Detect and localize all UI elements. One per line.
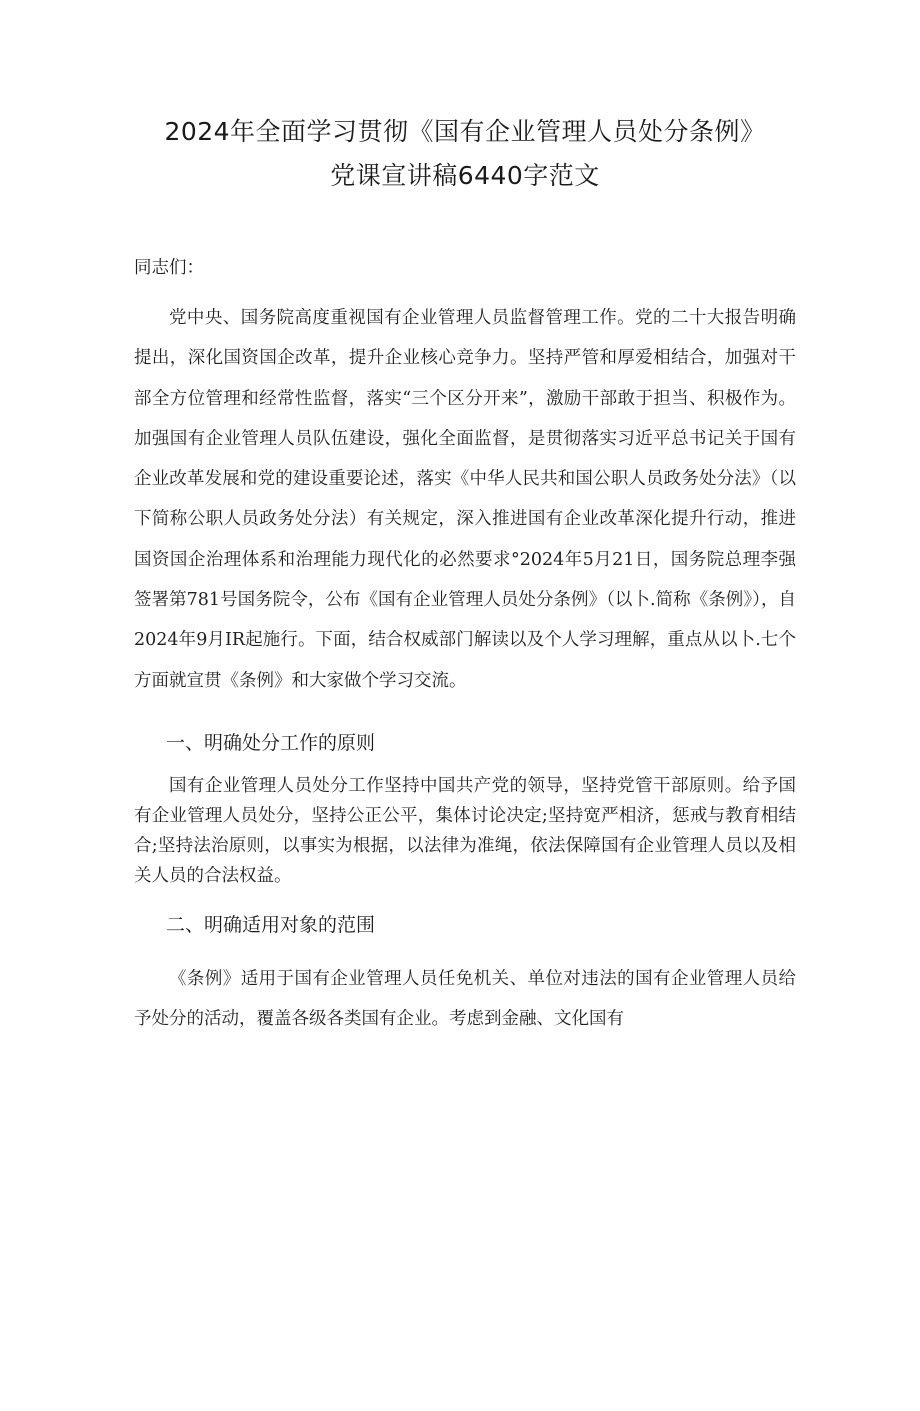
salutation: 同志们： — [134, 258, 204, 278]
section-2-heading: 二、明确适用对象的范围 — [166, 913, 376, 936]
intro-paragraph: 党中央、国务院高度重视国有企业管理人员监督管理工作。党的二十大报告明确提出，深化国资国企改革，提升企业核心竞争力。坚持严管和厚爱相结合，加强对干部全方位管理和经常性监督，落实“三个区分开来”，激励干部敢于担当、积极作为。加强国有企业管理人员队伍建设，强化全面监督，是贯彻落实习近平总书记关于国有企业改革发展和党的建设重要论述，落实《中华人民共和国公职人员政务处分法》（以下简称公职人员政务处分法）有关规定，深入推进国有企业改革深化提升行动，推进国资国企治理体系和治理能力现代化的必然要求°2024年5月21日，国务院总理李强签署第781号国务院令，公布《国有企业管理人员处分条例》（以卜.简称《条例》），自2024年9月IR起施行。下面，结合权威部门解读以及个人学习理解，重点从以卜.七个方面就宣贯《条例》和大家做个学习交流。 — [134, 308, 796, 691]
section-1-heading: 一、明确处分工作的原则 — [166, 731, 376, 754]
document-page — [0, 110, 920, 1411]
section-2-paragraph: 《条例》适用于国有企业管理人员任免机关、单位对违法的国有企业管理人员给予处分的活动，覆盖各级各类国有企业。考虑到金融、文化国有 — [134, 968, 796, 1029]
section-1-paragraph: 国有企业管理人员处分工作坚持中国共产党的领导，坚持党管干部原则。给予国有企业管理人员处分，坚持公正公平，集体讨论决定;坚持宽严相济，惩戒与教育相结合;坚持法治原则，以事实为根据，以法律为准绳，依法保障国有企业管理人员以及相关人员的合法权益。 — [134, 775, 796, 886]
title-line-1: 2024年全面学习贯彻《国有企业管理人员处分条例》 — [164, 117, 766, 146]
title-line-2: 党课宣讲稿6440字范文 — [330, 161, 600, 190]
document-title — [134, 110, 796, 198]
